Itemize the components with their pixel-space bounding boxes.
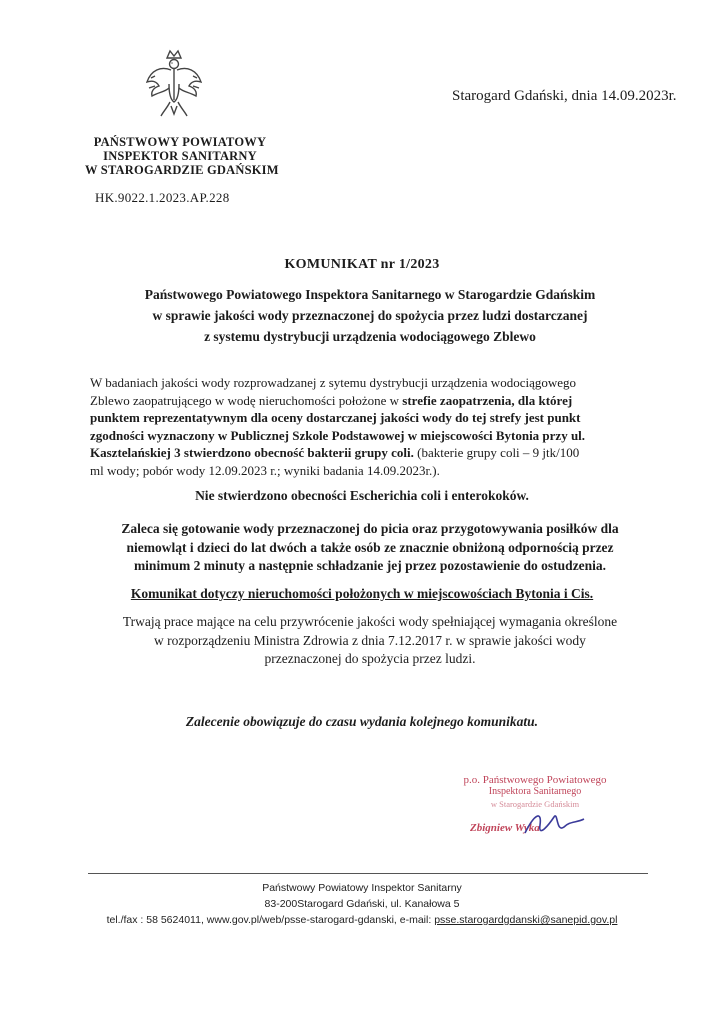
paragraph-line: przeznaczonej do spożycia przez ludzi. — [264, 651, 476, 666]
institution-line: W STAROGARDZIE GDAŃSKIM — [85, 163, 279, 177]
document-subject — [90, 284, 650, 347]
stamp-line: p.o. Państwowego Powiatowego — [463, 774, 607, 786]
paragraph-text: Zblewo zaopatrującego w wodę nieruchomości położone w — [90, 392, 403, 408]
subject-line: z systemu dystrybucji urządzenia wodociągowego Zblewo — [204, 329, 536, 344]
paragraph-findings — [90, 374, 650, 479]
paragraph-affected-locations: Komunikat dotyczy nieruchomości położonych w miejscowościach Bytonia i Cis. — [130, 586, 594, 601]
footer — [0, 880, 724, 928]
footer-line: Państwowy Powiatowy Inspektor Sanitarny — [262, 882, 462, 894]
paragraph-validity: Zalecenie obowiązuje do czasu wydania kolejnego komunikatu. — [185, 714, 539, 729]
stamp-line: Inspektora Sanitarnego — [488, 786, 582, 797]
paragraph-line — [90, 444, 650, 462]
institution-line: INSPEKTOR SANITARNY — [103, 149, 257, 163]
footer-email-link[interactable]: psse.starogardgdanski@sanepid.gov.pl — [434, 914, 618, 926]
paragraph-line: Trwają prace mające na celu przywrócenie jakości wody spełniającej wymagania określone — [122, 614, 618, 629]
institution-line: PAŃSTWOWY POWIATOWY — [93, 135, 267, 149]
footer-divider — [88, 873, 648, 874]
polish-eagle-icon — [143, 48, 205, 120]
paragraph-text-bold: Kasztelańskiej 3 stwierdzono obecność bakterii grupy coli. — [90, 445, 414, 460]
subject-line: Państwowego Powiatowego Inspektora Sanitarnego w Starogardzie Gdańskim — [144, 287, 596, 302]
paragraph-line: W badaniach jakości wody rozprowadzanej z sytemu dystrybucji urządzenia wodociągowego — [90, 375, 577, 390]
paragraph-line: niemowląt i dzieci do lat dwóch a także osób ze znacznie obniżoną odpornością przez — [126, 539, 614, 555]
paragraph-line — [90, 392, 650, 410]
subject-line: w sprawie jakości wody przeznaczonej do spożycia przez ludzi dostarczanej — [152, 308, 588, 323]
handwritten-signature: Zbigniew Wyka — [470, 822, 540, 834]
paragraph-line: ml wody; pobór wody 12.09.2023 r.; wyniki badania 14.09.2023r.). — [90, 462, 440, 478]
footer-contact-text: tel./fax : 58 5624011, www.gov.pl/web/psse-starogard-gdanski, e-mail: — [106, 914, 435, 926]
reference-number: HK.9022.1.2023.AP.228 — [95, 190, 230, 205]
footer-line: 83-200Starogard Gdański, ul. Kanałowa 5 — [264, 898, 460, 910]
institution-name — [85, 135, 279, 177]
paragraph-ongoing-work — [90, 613, 650, 669]
document-title: KOMUNIKAT nr 1/2023 — [284, 257, 440, 272]
signature-stroke — [520, 803, 590, 843]
paragraph-line: zgodności wyznaczony w Publicznej Szkole Podstawowej w miejscowości Bytonia przy ul. — [90, 427, 586, 443]
paragraph-line: Zaleca się gotowanie wody przeznaczonej do picia oraz przygotowywania posiłków dla — [121, 521, 619, 536]
paragraph-no-ecoli: Nie stwierdzono obecności Escherichia coli i enterokoków. — [195, 488, 529, 503]
paragraph-line: punktem reprezentatywnym dla oceny dostarczanej jakości wody do tej strefy jest punkt — [90, 410, 581, 425]
stamp-line: w Starogardzie Gdańskim — [490, 799, 580, 809]
paragraph-text: (bakterie grupy coli – 9 jtk/100 — [413, 445, 580, 460]
paragraph-line: w rozporządzeniu Ministra Zdrowia z dnia 7.12.2017 r. w sprawie jakości wody — [154, 632, 586, 648]
paragraph-recommendation — [80, 520, 660, 576]
paragraph-line: minimum 2 minuty a następnie schładzanie jej przez pozostawienie do ostudzenia. — [133, 558, 607, 573]
footer-contact — [0, 912, 724, 928]
document-date: Starogard Gdański, dnia 14.09.2023r. — [452, 88, 677, 104]
paragraph-text-bold: strefie zaopatrzenia, dla której — [402, 392, 573, 408]
